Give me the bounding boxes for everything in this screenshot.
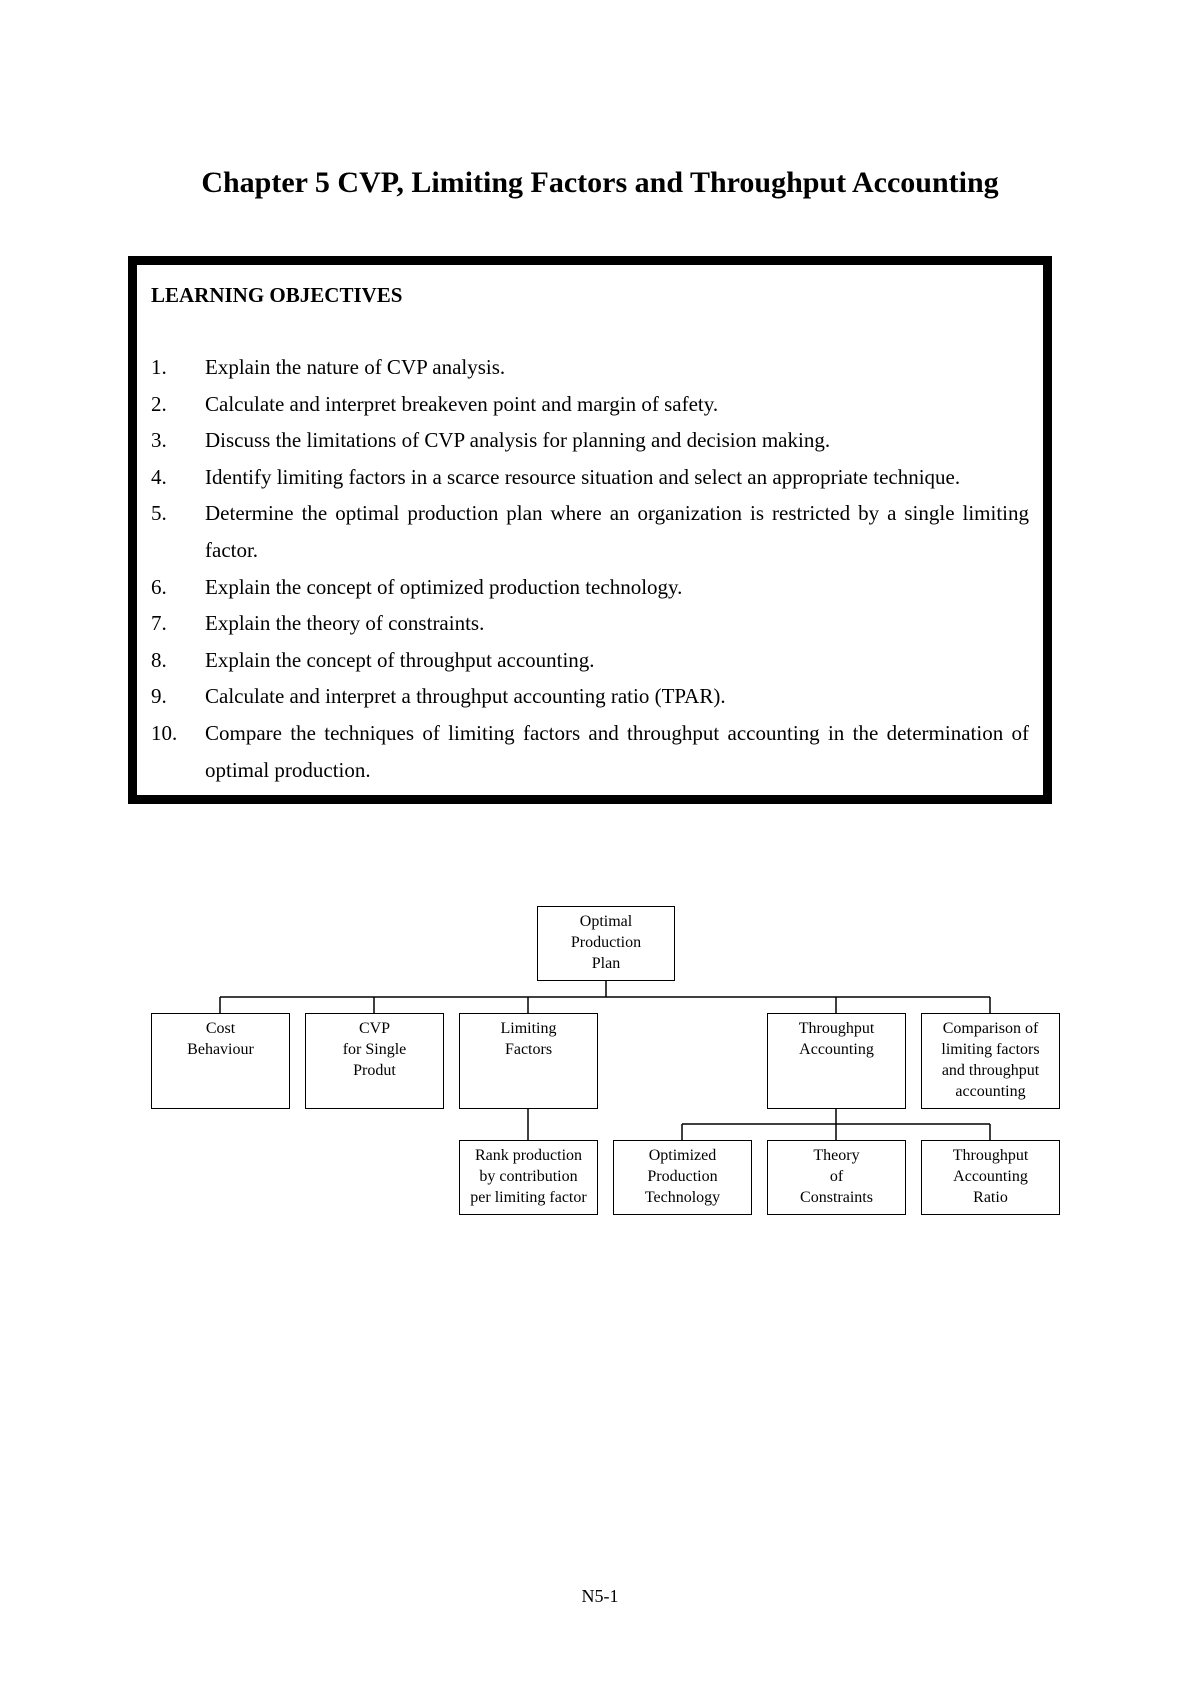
node-throughput-accounting-ratio: Throughput Accounting Ratio (921, 1140, 1060, 1215)
objective-text: Explain the concept of optimized production technology. (205, 574, 683, 599)
node-optimal-production-plan: Optimal Production Plan (537, 906, 675, 981)
objective-number: 7. (151, 611, 167, 636)
objective-number: 8. (151, 647, 167, 672)
objective-number: 1. (151, 355, 167, 379)
objective-text: Discuss the limitations of CVP analysis for planning and decision making. (205, 428, 831, 453)
node-limiting-factors: Limiting Factors (459, 1013, 598, 1109)
objective-item (151, 569, 1029, 606)
objective-item (151, 349, 1029, 386)
learning-objectives-heading: LEARNING OBJECTIVES (151, 283, 403, 307)
objective-item (151, 605, 1029, 642)
objective-text: Explain the concept of throughput accounting. (205, 647, 595, 672)
objective-item (151, 715, 1029, 788)
objective-text: Calculate and interpret a throughput accounting ratio (TPAR). (205, 684, 726, 709)
objective-text: Identify limiting factors in a scarce resource situation and select an appropriate technique. (205, 464, 961, 489)
objective-item (151, 642, 1029, 679)
objective-number: 2. (151, 391, 167, 416)
page-footer: N5-1 (581, 1586, 619, 1606)
objective-text: Determine the optimal production plan where an organization is restricted by a single limiting factor. (205, 501, 1029, 562)
objective-item (151, 459, 1029, 496)
node-comparison: Comparison of limiting factors and throughput accounting (921, 1013, 1060, 1109)
objective-item (151, 678, 1029, 715)
objective-number: 6. (151, 574, 167, 599)
objective-item (151, 422, 1029, 459)
objective-text: Explain the theory of constraints. (205, 611, 485, 636)
objective-item (151, 495, 1029, 568)
objective-item (151, 386, 1029, 423)
node-rank-production: Rank production by contribution per limiting factor (459, 1140, 598, 1215)
learning-objectives-box (128, 256, 1052, 804)
objective-text: Explain the nature of CVP analysis. (205, 355, 506, 379)
node-optimized-production-technology: Optimized Production Technology (613, 1140, 752, 1215)
objective-number: 5. (151, 501, 167, 526)
objective-text: Calculate and interpret breakeven point and margin of safety. (205, 391, 719, 416)
node-cost-behaviour: Cost Behaviour (151, 1013, 290, 1109)
objective-number: 4. (151, 464, 167, 489)
objective-number: 3. (151, 428, 167, 453)
node-theory-of-constraints: Theory of Constraints (767, 1140, 906, 1215)
objective-number: 10. (151, 720, 178, 745)
page-title: Chapter 5 CVP, Limiting Factors and Throughput Accounting (201, 166, 999, 199)
node-throughput-accounting: Throughput Accounting (767, 1013, 906, 1109)
objective-number: 9. (151, 684, 167, 709)
objective-text: Compare the techniques of limiting factors and throughput accounting in the determination of optimal production. (205, 720, 1029, 782)
node-cvp-single-product: CVP for Single Produt (305, 1013, 444, 1109)
